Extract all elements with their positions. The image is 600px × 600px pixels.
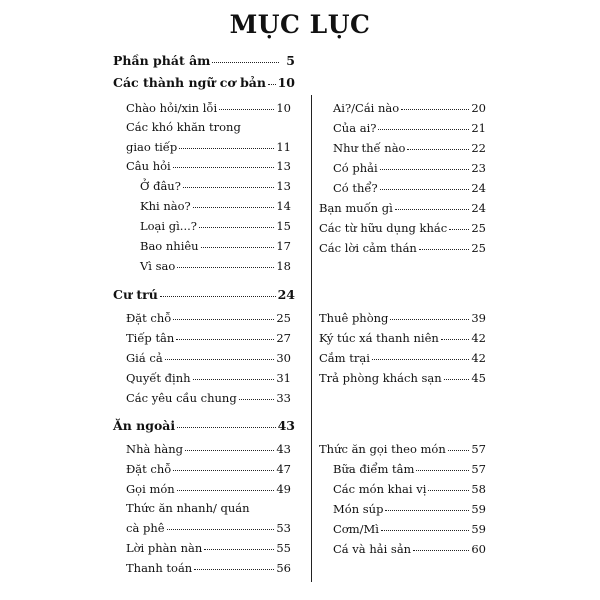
dot-leader: [378, 119, 469, 130]
toc-entry-label: Ký túc xá thanh niên: [319, 331, 439, 345]
toc-entry-label: Của ai?: [333, 121, 377, 135]
dot-leader: [177, 480, 275, 491]
dot-leader: [165, 349, 275, 360]
toc-entry: [126, 390, 291, 406]
dot-leader: [448, 440, 470, 451]
toc-entry: [319, 441, 486, 457]
toc-page-number: 25: [471, 241, 486, 255]
toc-page-number: 10: [276, 101, 291, 115]
toc-page-number: 17: [276, 239, 291, 253]
toc-page-number: 11: [276, 140, 291, 154]
toc-page-number: 18: [276, 259, 291, 273]
toc-entry: [319, 350, 486, 366]
dot-leader: [167, 519, 275, 530]
toc-entry: [333, 140, 486, 156]
toc-entry-label: Có phải: [333, 161, 378, 175]
toc-entry: [333, 541, 486, 557]
toc-entry-label: cà phê: [126, 521, 165, 535]
toc-entry: [333, 461, 486, 477]
toc-page-number: 55: [276, 541, 291, 555]
toc-page-number: 15: [276, 219, 291, 233]
toc-entry-label: Vì sao: [140, 259, 176, 273]
toc-page-number: 60: [471, 542, 486, 556]
toc-section: [113, 418, 295, 434]
toc-page-number: 47: [276, 462, 291, 476]
toc-entry: [126, 370, 291, 386]
toc-entry: [140, 198, 291, 214]
toc-page-number: 57: [471, 442, 486, 456]
toc-page-number: 20: [471, 101, 486, 115]
toc-page-number: 43: [277, 418, 295, 433]
dot-leader: [239, 389, 275, 400]
toc-entry-label: Tiếp tân: [126, 331, 175, 345]
dot-leader: [380, 159, 470, 170]
toc-entry-label: Các món khai vị: [333, 482, 427, 496]
dot-leader: [441, 329, 470, 340]
toc-entry: [126, 139, 291, 155]
toc-entry-label: Có thể?: [333, 181, 378, 195]
toc-entry: [333, 180, 486, 196]
toc-entry-label: Loại gì...?: [140, 219, 197, 233]
toc-entry: [126, 350, 291, 366]
toc-entry-label: Cơm/Mì: [333, 522, 379, 536]
dot-leader: [212, 52, 279, 63]
toc-entry-label: Chào hỏi/xin lỗi: [126, 101, 218, 115]
toc-entry: [319, 330, 486, 346]
toc-entry: [319, 220, 486, 236]
toc-entry: [319, 310, 486, 326]
toc-entry-label: Cá và hải sản: [333, 542, 412, 556]
toc-entry-label: Ở đâu?: [140, 179, 181, 193]
dot-leader: [419, 239, 470, 250]
toc-page-number: 57: [471, 462, 486, 476]
toc-entry: [140, 178, 291, 194]
toc-entry: [126, 158, 291, 174]
toc-entry: [126, 310, 291, 326]
dot-leader: [380, 179, 470, 190]
toc-page-number: 24: [277, 287, 295, 302]
dot-leader: [372, 349, 469, 360]
toc-page-number: 53: [276, 521, 291, 535]
toc-entry-label: Thức ăn nhanh/ quán: [126, 501, 250, 515]
toc-page-number: 59: [471, 502, 486, 516]
dot-leader: [183, 177, 274, 188]
dot-leader: [173, 157, 275, 168]
dot-leader: [177, 257, 274, 268]
toc-page-number: 56: [276, 561, 291, 575]
dot-leader: [428, 480, 469, 491]
toc-entry-label: Món súp: [333, 502, 384, 516]
dot-leader: [201, 237, 275, 248]
toc-page-number: 10: [277, 75, 295, 90]
dot-leader: [407, 139, 469, 150]
toc-entry-label: Các từ hữu dụng khác: [319, 221, 448, 235]
dot-leader: [160, 286, 276, 297]
toc-entry-label: Thanh toán: [126, 561, 193, 575]
toc-entry-label: Gọi món: [126, 482, 175, 496]
toc-page-number: 30: [276, 351, 291, 365]
dot-leader: [193, 197, 275, 208]
toc-page-number: 42: [471, 331, 486, 345]
toc-entry-label: Các lời cảm thán: [319, 241, 417, 255]
toc-entry: [333, 160, 486, 176]
toc-entry-label: Câu hỏi: [126, 159, 171, 173]
toc-page-number: 45: [471, 371, 486, 385]
toc-entry: [333, 120, 486, 136]
dot-leader: [390, 309, 469, 320]
dot-leader: [268, 74, 276, 85]
toc-entry-label: Quyết định: [126, 371, 191, 385]
toc-entry: [319, 370, 486, 386]
dot-leader: [204, 539, 274, 550]
toc-entry-label: Bữa điểm tâm: [333, 462, 415, 476]
dot-leader: [199, 217, 274, 228]
toc-entry: [333, 481, 486, 497]
toc-entry-label: Bao nhiêu: [140, 239, 199, 253]
dot-leader: [416, 460, 469, 471]
toc-entry-label: Nhà hàng: [126, 442, 184, 456]
toc-page-number: 25: [471, 221, 486, 235]
toc-entry-label: Các thành ngữ cơ bản: [113, 75, 266, 90]
toc-entry-label: Khi nào?: [140, 199, 191, 213]
toc-page-number: 39: [471, 311, 486, 325]
toc-page-number: 22: [471, 141, 486, 155]
dot-leader: [444, 369, 470, 380]
toc-page-number: 49: [276, 482, 291, 496]
toc-page-number: 27: [276, 331, 291, 345]
dot-leader: [176, 329, 274, 340]
toc-page-number: 24: [471, 181, 486, 195]
toc-entry-label: Đặt chỗ: [126, 462, 172, 476]
toc-entry-label: Cư trú: [113, 287, 158, 302]
toc-entry-label: Các khó khăn trong: [126, 120, 241, 134]
toc-entry: [126, 520, 291, 536]
toc-page-number: 42: [471, 351, 486, 365]
toc-entry: [140, 238, 291, 254]
toc-entry: [126, 481, 291, 497]
toc-page-number: 13: [276, 159, 291, 173]
toc-page-number: 23: [471, 161, 486, 175]
toc-page-number: 31: [276, 371, 291, 385]
toc-section: [113, 75, 295, 91]
dot-leader: [179, 138, 274, 149]
toc-page-number: 58: [471, 482, 486, 496]
toc-entry: [126, 540, 291, 556]
toc-entry-label: Đặt chỗ: [126, 311, 172, 325]
toc-page-number: 21: [471, 121, 486, 135]
toc-entry: [126, 461, 291, 477]
toc-entry: [126, 441, 291, 457]
toc-entry: [319, 240, 486, 256]
dot-leader: [173, 309, 274, 320]
toc-page-number: 24: [471, 201, 486, 215]
dot-leader: [395, 199, 470, 210]
toc-page-number: 13: [276, 179, 291, 193]
page-title: MỤC LỤC: [229, 10, 371, 39]
toc-entry: [126, 330, 291, 346]
toc-entry: [140, 218, 291, 234]
toc-entry-label: Giá cả: [126, 351, 163, 365]
dot-leader: [194, 559, 274, 570]
dot-leader: [219, 99, 274, 110]
dot-leader: [385, 500, 469, 511]
toc-page-number: 43: [276, 442, 291, 456]
dot-leader: [381, 520, 469, 531]
toc-entry-label: Ai?/Cái nào: [333, 101, 400, 115]
toc-entry-label: Bạn muốn gì: [319, 201, 393, 215]
dot-leader: [413, 540, 469, 551]
dot-leader: [401, 99, 469, 110]
toc-entry-label: Như thế nào: [333, 141, 406, 155]
toc-entry-label: Thuê phòng: [319, 311, 389, 325]
toc-entry-label: Lời phàn nàn: [126, 541, 203, 555]
toc-page-number: 5: [286, 53, 295, 68]
dot-leader: [185, 440, 274, 451]
toc-entry: [140, 258, 291, 274]
toc-entry: [333, 100, 486, 116]
toc-entry: [126, 100, 291, 116]
toc-entry-label: Ăn ngoài: [113, 418, 176, 433]
toc-entry-label: Trả phòng khách sạn: [319, 371, 442, 385]
toc-page-number: 33: [276, 391, 291, 405]
toc-entry-label: Phần phát âm: [113, 53, 211, 68]
toc-section: [113, 53, 295, 69]
column-divider: [311, 95, 312, 582]
toc-entry-label: Thức ăn gọi theo món: [319, 442, 446, 456]
toc-entry-label: Các yêu cầu chung: [126, 391, 237, 405]
dot-leader: [193, 369, 275, 380]
toc-section: [113, 287, 295, 303]
toc-entry: [333, 501, 486, 517]
dot-leader: [173, 460, 274, 471]
toc-entry: [126, 560, 291, 576]
toc-page-number: 14: [276, 199, 291, 213]
toc-entry: [319, 200, 486, 216]
toc-entry: [333, 521, 486, 537]
toc-entry-label: giao tiếp: [126, 140, 178, 154]
toc-page-number: 59: [471, 522, 486, 536]
toc-page-number: 25: [276, 311, 291, 325]
dot-leader: [177, 417, 275, 428]
dot-leader: [449, 219, 469, 230]
toc-entry-label: Cắm trại: [319, 351, 370, 365]
